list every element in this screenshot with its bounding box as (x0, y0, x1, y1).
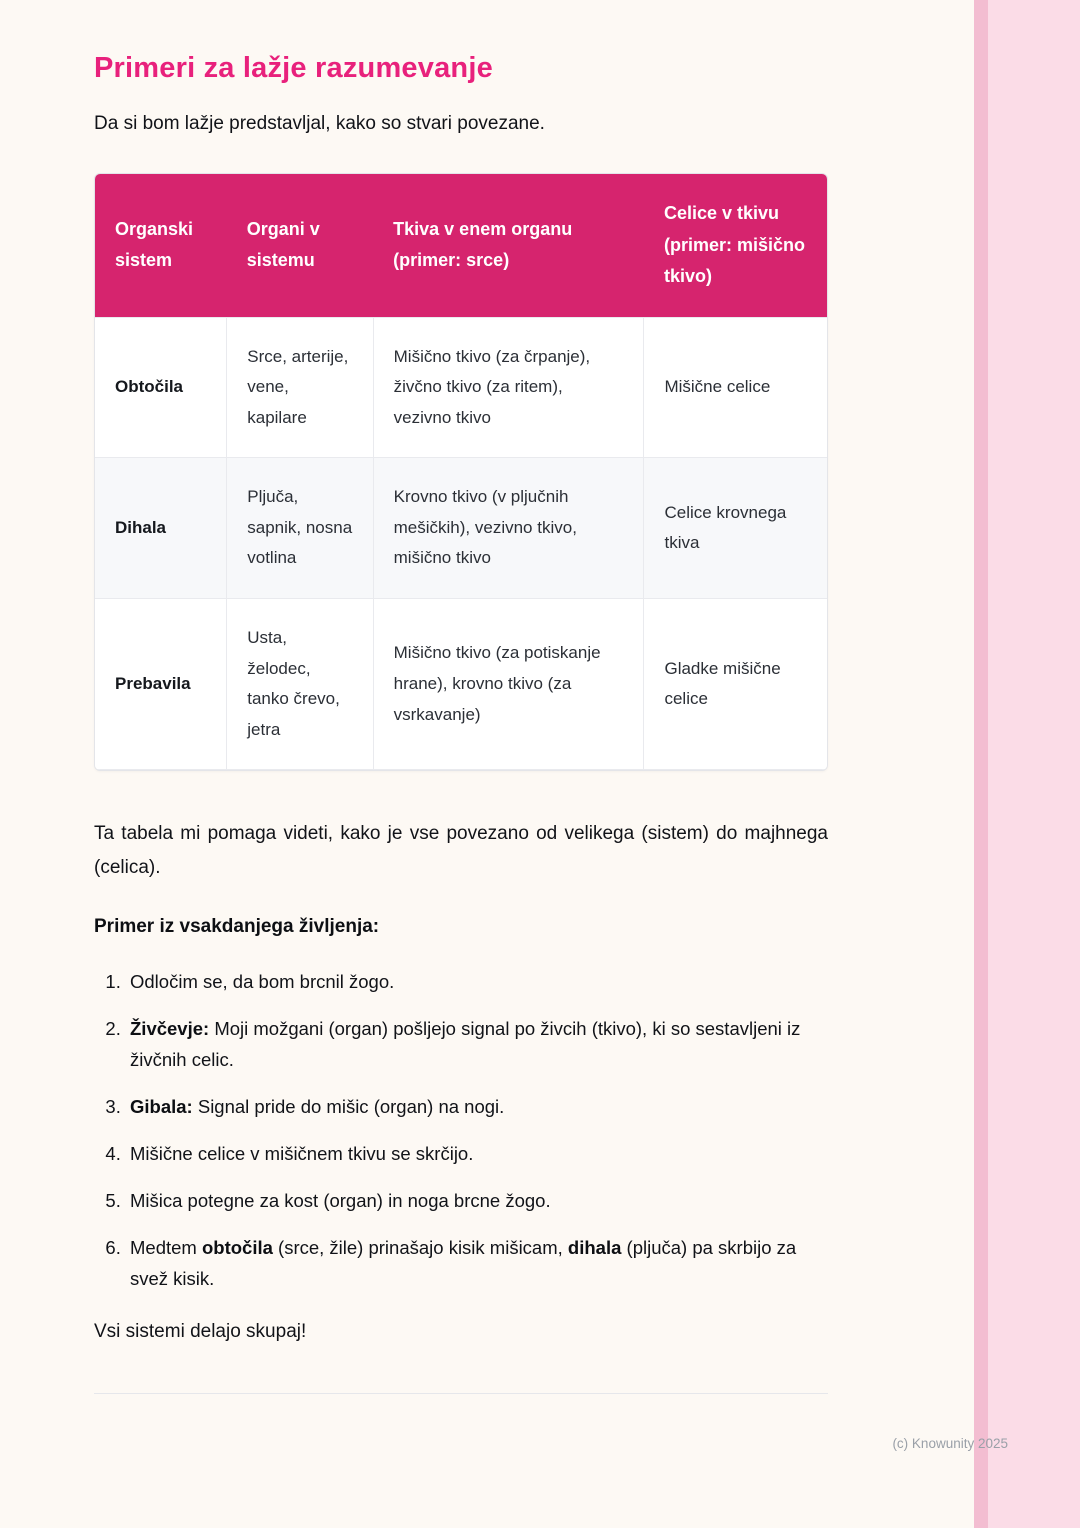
step-bold-label: obtočila (201, 1237, 273, 1259)
cell-cells: Celice krovnega tkiva (644, 458, 827, 599)
list-item (126, 1185, 828, 1216)
intro-text: Da si bom lažje predstavljal, kako so stvari povezane. (94, 113, 545, 134)
example-heading: Primer iz vsakdanjega življenja: (94, 915, 380, 937)
step-bold-label: Gibala: (130, 1096, 193, 1118)
step-text: Odločim se, da bom brcnil žogo. (130, 970, 395, 992)
step-bold-label: dihala (567, 1237, 622, 1259)
step-text: (srce, žile) prinašajo kisik mišicam, (272, 1237, 568, 1259)
step-text: Signal pride do mišic (organ) na nogi. (192, 1096, 505, 1118)
header-organ-system: Organski sistem (95, 174, 227, 317)
cell-organs: Usta, želodec, tanko črevo, jetra (227, 599, 373, 770)
step-text: Moji možgani (organ) pošljejo signal po živcih (tkivo), ki so sestavljeni iz živčnih celic. (130, 1018, 801, 1071)
list-item (126, 1091, 828, 1122)
cell-system: Obtočila (95, 317, 227, 458)
list-item (126, 1138, 828, 1169)
table-row (95, 599, 827, 770)
copyright-text: (c) Knowunity 2025 (892, 1436, 1008, 1451)
table-header-row (95, 174, 827, 317)
cell-cells: Mišične celice (644, 317, 827, 458)
step-text: Medtem (130, 1237, 202, 1259)
table-row (95, 458, 827, 599)
cell-tissues: Mišično tkivo (za črpanje), živčno tkivo (za ritem), vezivno tkivo (373, 317, 644, 458)
list-item (126, 966, 828, 997)
step-text: Mišica potegne za kost (organ) in noga brcne žogo. (130, 1190, 551, 1212)
header-organs: Organi v sistemu (227, 174, 373, 317)
cell-organs: Srce, arterije, vene, kapilare (227, 317, 373, 458)
systems-table (95, 174, 827, 770)
table-row (95, 317, 827, 458)
step-text: Mišične celice v mišičnem tkivu se skrčijo. (130, 1143, 474, 1165)
steps-list (94, 966, 828, 1295)
page-edge-band (988, 0, 1080, 1528)
header-tissues: Tkiva v enem organu (primer: srce) (373, 174, 644, 317)
header-cells: Celice v tkivu (primer: mišično tkivo) (644, 174, 827, 317)
cell-tissues: Mišično tkivo (za potiskanje hrane), krovno tkivo (za vsrkavanje) (373, 599, 644, 770)
step-bold-label: Živčevje: (130, 1018, 210, 1040)
cell-system: Prebavila (95, 599, 227, 770)
footer-divider (94, 1393, 828, 1394)
step-text: (pljuča) pa skrbijo za svež kisik. (130, 1237, 797, 1290)
list-item (126, 1013, 828, 1075)
page-title: Primeri za lažje razumevanje (94, 52, 493, 84)
closing-text: Vsi sistemi delajo skupaj! (94, 1320, 307, 1342)
systems-table-container (94, 173, 828, 771)
cell-tissues: Krovno tkivo (v pljučnih mešičkih), vezivno tkivo, mišično tkivo (373, 458, 644, 599)
cell-system: Dihala (95, 458, 227, 599)
summary-paragraph: Ta tabela mi pomaga videti, kako je vse povezano od velikega (sistem) do majhnega (celica). (94, 823, 828, 878)
page-edge-line (974, 0, 988, 1528)
list-item (126, 1232, 828, 1294)
cell-cells: Gladke mišične celice (644, 599, 827, 770)
cell-organs: Pljuča, sapnik, nosna votlina (227, 458, 373, 599)
